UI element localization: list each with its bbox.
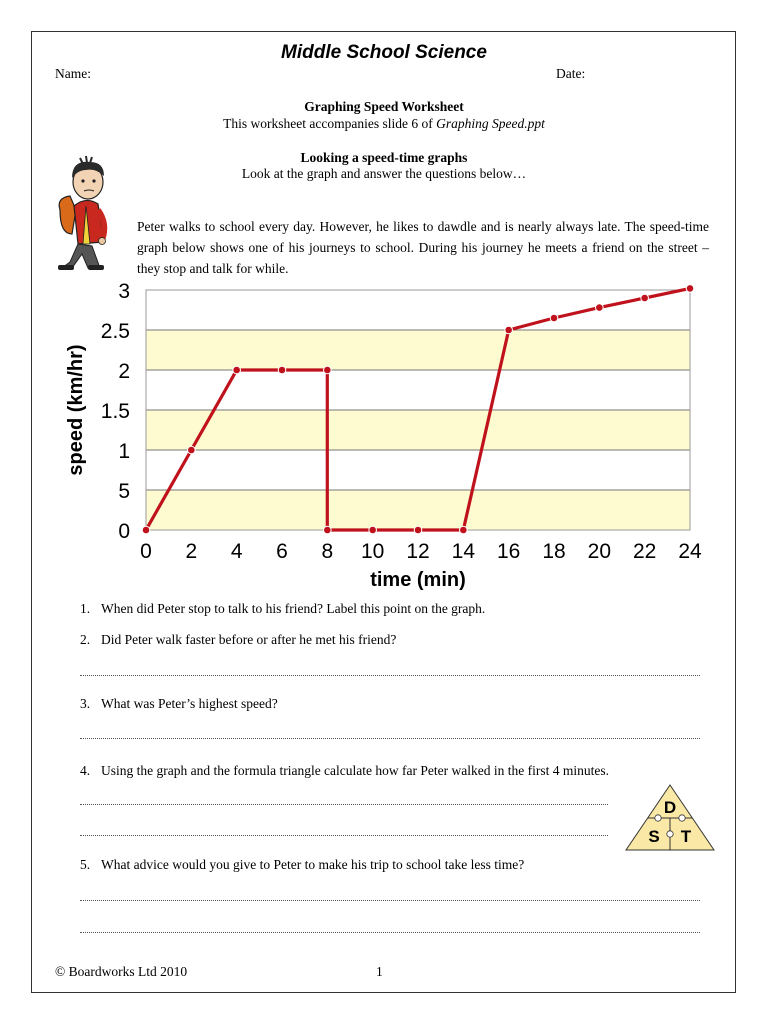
x-axis-label: time (min) [370,569,466,590]
data-point [414,526,422,534]
data-point [188,446,196,454]
accompanies-file: Graphing Speed.ppt [436,116,545,131]
y-tick-label: 5 [118,480,130,503]
y-axis-label: speed (km/hr) [65,344,87,476]
question-4-number: 4. [80,763,91,778]
data-point [278,366,286,374]
accompanies-prefix: This worksheet accompanies slide 6 of [223,116,437,131]
question-3-number: 3. [80,696,91,711]
question-2-number: 2. [80,632,91,647]
question-1-text: When did Peter stop to talk to his friend? Label this point on the graph. [101,601,486,616]
question-3-text: What was Peter’s highest speed? [101,696,278,711]
answer-line[interactable] [80,675,700,676]
instruction-text: Look at the graph and answer the questions below… [241,166,527,181]
triangle-top-letter: D [663,798,677,817]
x-tick-label: 8 [321,540,334,563]
y-tick-label: 1 [118,440,130,463]
question-5-text: What advice would you give to Peter to make his trip to school take less time? [101,857,525,872]
triangle-right-letter: T [680,827,692,846]
answer-line[interactable] [80,738,700,739]
accompanies-line [0,116,768,132]
data-point [369,526,377,534]
story-paragraph: Peter walks to school every day. However, he likes to dawdle and is nearly always late. The speed-time graph below shows one of his journeys to school. During his journey he meets a friend on the street – they stop and talk for while. [137,219,709,276]
y-tick-label: 2.5 [100,320,130,343]
walking-boy-illustration [50,150,130,275]
x-tick-label: 4 [230,540,243,563]
triangle-node-icon [667,831,673,837]
answer-line[interactable] [80,900,700,901]
x-tick-label: 24 [678,540,702,563]
data-point [596,304,604,312]
data-point [324,526,332,534]
x-tick-label: 16 [496,540,521,563]
data-point [686,285,694,293]
x-tick-label: 14 [451,540,476,563]
data-point [142,526,150,534]
question-5-number: 5. [80,857,91,872]
data-point [550,314,558,322]
formula-triangle [623,782,717,852]
question-1-number: 1. [80,601,91,616]
plot-band [146,410,690,450]
x-tick-label: 2 [185,540,198,563]
worksheet-title: Graphing Speed Worksheet [304,99,464,114]
y-tick-label: 0 [118,520,130,543]
triangle-left-letter: S [648,827,660,846]
x-tick-label: 20 [587,540,612,563]
plot-band [146,490,690,530]
date-label: Date: [556,66,586,81]
triangle-node-icon [655,815,661,821]
y-tick-label: 1.5 [100,400,130,423]
x-tick-label: 10 [360,540,385,563]
x-tick-label: 18 [542,540,566,563]
data-point [505,326,513,334]
speed-time-chart [62,278,712,590]
data-point [324,366,332,374]
data-point [233,366,241,374]
answer-line[interactable] [80,804,608,805]
answer-line[interactable] [80,932,700,933]
question-4-text: Using the graph and the formula triangle calculate how far Peter walked in the first 4 minutes. [101,763,609,778]
copyright-text: © Boardworks Ltd 2010 [55,964,188,979]
triangle-node-icon [679,815,685,821]
plot-band [146,330,690,370]
x-tick-label: 6 [276,540,288,563]
page-title: Middle School Science [281,42,487,63]
page-number: 1 [376,964,383,979]
section-title: Looking a speed-time graphs [300,150,468,165]
x-tick-label: 0 [140,540,152,563]
x-tick-label: 12 [406,540,430,563]
y-tick-label: 2 [118,360,130,383]
data-point [460,526,468,534]
y-tick-label: 3 [118,280,130,303]
answer-line[interactable] [80,835,608,836]
name-label: Name: [55,66,91,81]
chart-svg [62,278,712,590]
data-point [641,294,649,302]
question-2-text: Did Peter walk faster before or after he met his friend? [101,632,397,647]
x-tick-label: 22 [632,540,657,563]
